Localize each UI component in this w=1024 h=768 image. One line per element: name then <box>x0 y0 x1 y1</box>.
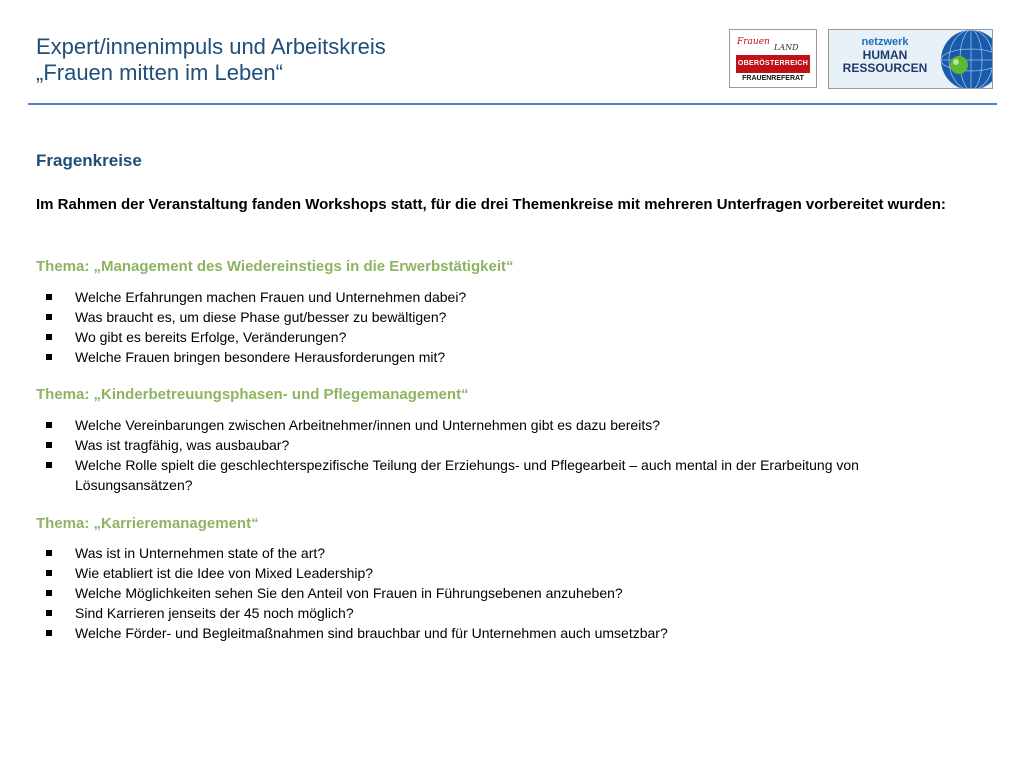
list-item: Welche Förder- und Begleitmaßnahmen sind brauchbar und für Unternehmen auch umsetzbar? <box>46 623 976 643</box>
section-heading: Fragenkreise <box>36 151 142 170</box>
theme-1-title: Thema: „Management des Wiedereinstiegs in die Erwerbstätigkeit“ <box>36 258 514 275</box>
list-item: Welche Erfahrungen machen Frauen und Unternehmen dabei? <box>46 287 976 307</box>
list-item: Was braucht es, um diese Phase gut/besser zu bewältigen? <box>46 307 976 327</box>
theme-1-list <box>46 287 976 367</box>
list-item: Welche Rolle spielt die geschlechterspezifische Teilung der Erziehungs- und Pflegearbeit – auch mental in der Erarbeitung von Lösungsansätzen? <box>46 455 976 495</box>
list-item: Welche Vereinbarungen zwischen Arbeitnehmer/innen und Unternehmen gibt es dazu bereits? <box>46 415 976 435</box>
list-item: Wo gibt es bereits Erfolge, Veränderungen? <box>46 327 976 347</box>
list-item: Wie etabliert ist die Idee von Mixed Leadership? <box>46 563 976 583</box>
logo-land-text: LAND <box>774 43 799 52</box>
page-title <box>36 34 386 86</box>
theme-3-title: Thema: „Karrieremanagement“ <box>36 515 259 532</box>
list-item: Welche Frauen bringen besondere Herausforderungen mit? <box>46 347 976 367</box>
theme-2-title: Thema: „Kinderbetreuungsphasen- und Pflegemanagement“ <box>36 386 469 403</box>
list-item: Welche Möglichkeiten sehen Sie den Anteil von Frauen in Führungsebenen anzuheben? <box>46 583 976 603</box>
logo-script-text: Frauen <box>737 37 770 47</box>
netzwerk-line-3: RESSOURCEN <box>842 61 928 75</box>
logo-region-band: OBERÖSTERREICH <box>736 55 810 73</box>
netzwerk-line-1: netzwerk <box>861 36 909 48</box>
netzwerk-logo-text <box>835 36 935 75</box>
header-divider <box>28 103 997 105</box>
theme-3-list <box>46 543 976 643</box>
netzwerk-logo <box>828 29 993 89</box>
title-line-2: „Frauen mitten im Leben“ <box>36 60 283 85</box>
list-item: Was ist tragfähig, was ausbaubar? <box>46 435 976 455</box>
netzwerk-line-2: HUMAN <box>862 48 908 62</box>
globe-icon <box>933 30 993 89</box>
list-item: Was ist in Unternehmen state of the art? <box>46 543 976 563</box>
title-line-1: Expert/innenimpuls und Arbeitskreis <box>36 34 386 59</box>
intro-paragraph: Im Rahmen der Veranstaltung fanden Workshops statt, für die drei Themenkreise mit mehreren Unterfragen vorbereitet wurden: <box>36 196 946 213</box>
frauenland-logo <box>729 29 817 88</box>
list-item: Sind Karrieren jenseits der 45 noch möglich? <box>46 603 976 623</box>
logo-referat-text: FRAUENREFERAT <box>742 75 804 82</box>
theme-2-list <box>46 415 976 495</box>
